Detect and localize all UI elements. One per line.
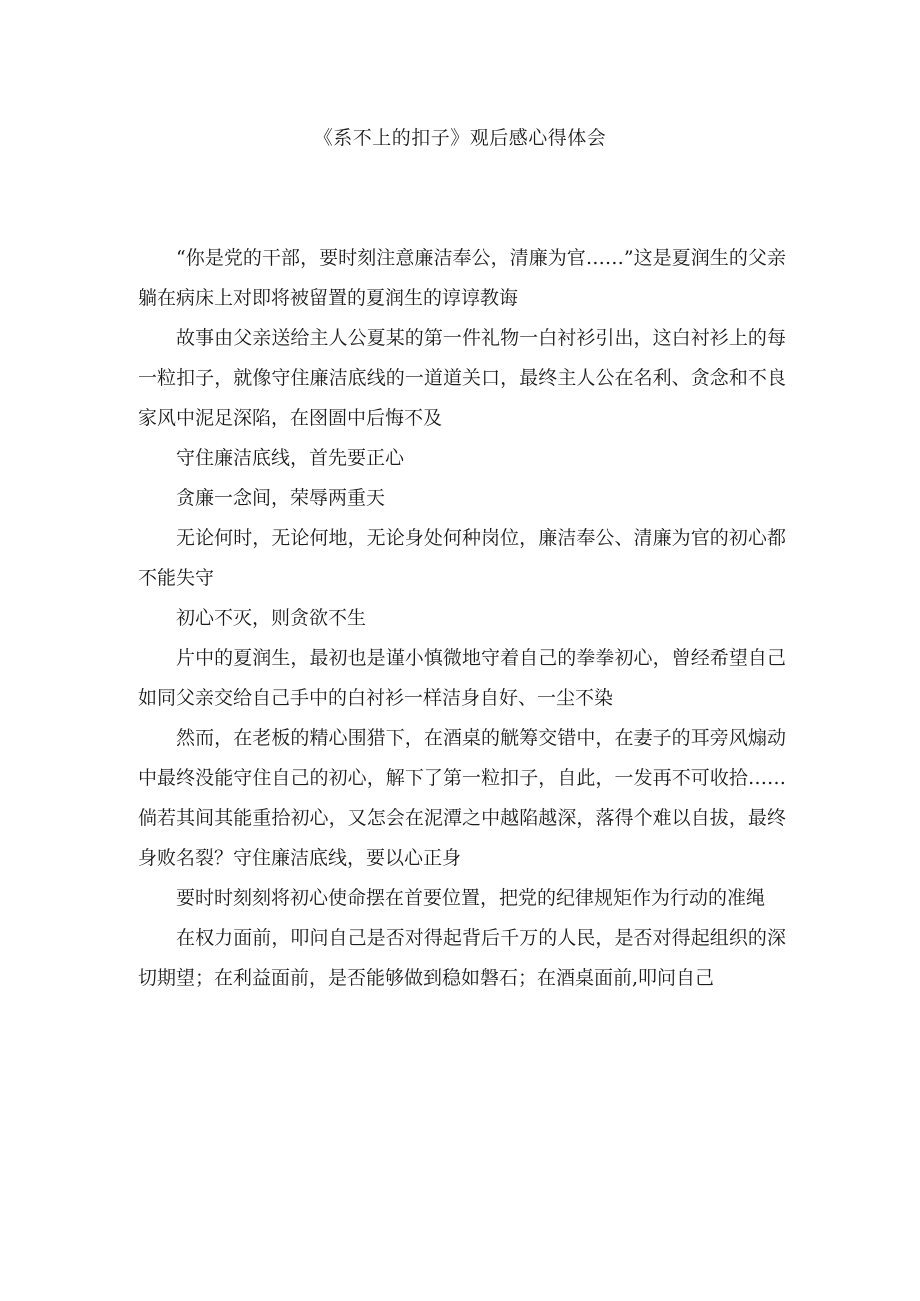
- paragraph: 然而，在老板的精心围猎下，在酒桌的觥筹交错中，在妻子的耳旁风煽动中最终没能守住自己的初心，解下了第一粒扣子，自此，一发再不可收拾……倘若其间其能重拾初心，又怎会在泥潭之中越陷越深，落得个难以自拔，最终身败名裂？守住廉洁底线，要以心正身: [138, 727, 786, 869]
- paragraph: 在权力面前，叩问自己是否对得起背后千万的人民，是否对得起组织的深切期望；在利益面前，是否能够做到稳如磐石；在酒桌面前,叩问自己: [138, 927, 786, 989]
- paragraph: 贪廉一念间，荣辱两重天: [176, 487, 386, 509]
- paragraph: “你是党的干部，要时刻注意廉洁奉公，清廉为官……”这是夏润生的父亲躺在病床上对即将被留置的夏润生的谆谆教诲: [138, 247, 786, 309]
- paragraph: 初心不灭，则贪欲不生: [176, 607, 367, 629]
- paragraph: 要时时刻刻将初心使命摆在首要位置，把党的纪律规矩作为行动的准绳: [176, 887, 766, 909]
- document-title: 《系不上的扣子》观后感心得体会: [313, 127, 607, 149]
- paragraph: 故事由父亲送给主人公夏某的第一件礼物一白衬衫引出，这白衬衫上的每一粒扣子，就像守住廉洁底线的一道道关口，最终主人公在名利、贪念和不良家风中泥足深陷，在囹圄中后悔不及: [138, 327, 786, 429]
- paragraph: 守住廉洁底线，首先要正心: [176, 447, 405, 469]
- paragraph: 无论何时，无论何地，无论身处何种岗位，廉洁奉公、清廉为官的初心都不能失守: [138, 527, 786, 589]
- paragraph: 片中的夏润生，最初也是谨小慎微地守着自己的拳拳初心，曾经希望自己如同父亲交给自己手中的白衬衫一样洁身自好、一尘不染: [138, 647, 786, 709]
- document-body: [138, 238, 786, 998]
